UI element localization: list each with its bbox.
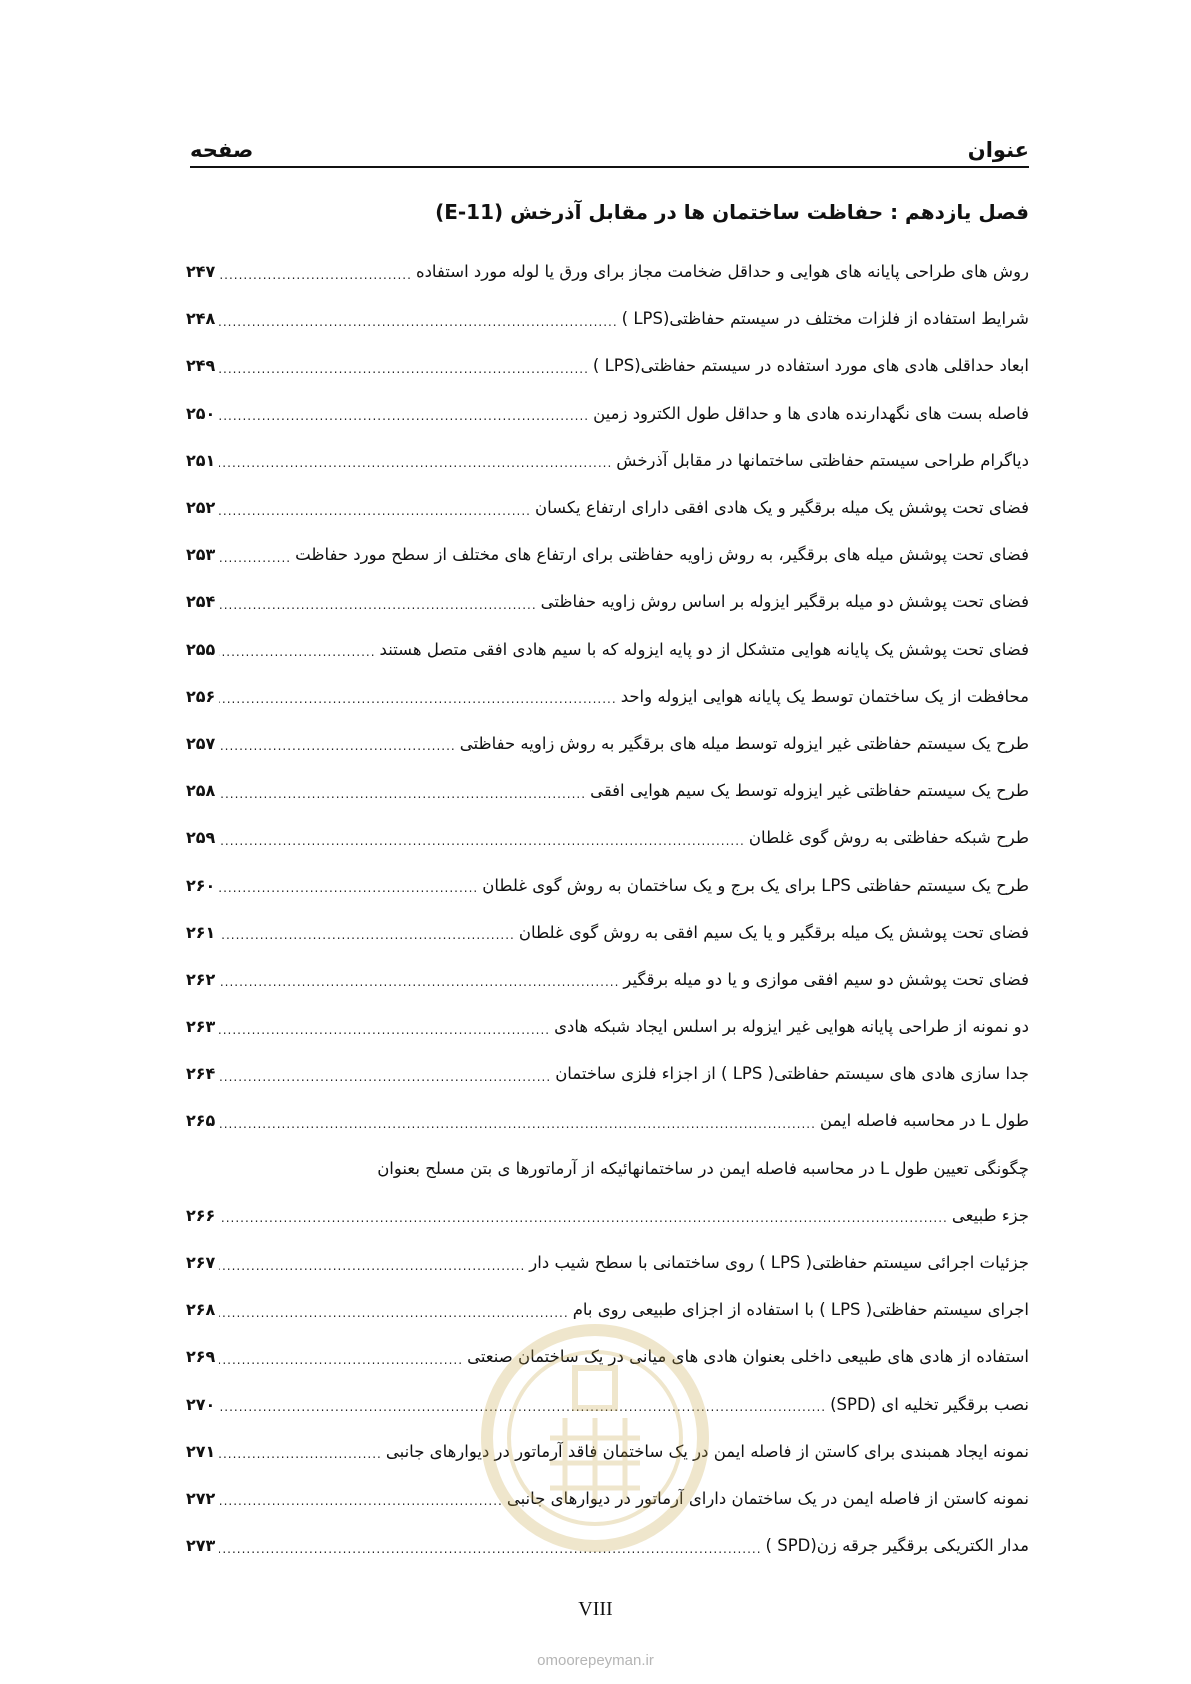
toc-leader-dots	[219, 1442, 382, 1460]
watermark-url: omoorepeyman.ir	[537, 1652, 654, 1669]
toc-entry-title: محافظت از یک ساختمان توسط یک پایانه هوایی ایزوله واحد	[620, 686, 1029, 706]
toc-leader-dots	[219, 1254, 525, 1272]
toc-entry-page: ۲۵۴	[186, 592, 216, 612]
toc-entry	[186, 1475, 1029, 1522]
toc-entry-title: طرح یک سیستم حفاظتی غیر ایزوله توسط یک سیم هوایی افقی	[590, 781, 1029, 801]
toc-entry-page: ۲۵۶	[186, 686, 216, 706]
toc-entry	[186, 1239, 1029, 1286]
toc-leader-dots	[219, 546, 291, 564]
toc-entry-title: چگونگی تعیین طول L در محاسبه فاصله ایمن در ساختمانهائیکه از آرماتورها ی بتن مسلح بعنوان	[377, 1158, 1029, 1178]
toc-leader-dots	[219, 1489, 503, 1507]
toc-entry-page: ۲۴۷	[186, 262, 216, 282]
toc-entry	[186, 1286, 1029, 1333]
toc-leader-dots	[219, 734, 455, 752]
toc-entry-page: ۲۵۳	[186, 545, 216, 565]
toc-leader-dots	[219, 1348, 463, 1366]
toc-entry-page: ۲۶۵	[186, 1111, 216, 1131]
toc-entry	[186, 1428, 1029, 1475]
toc-entry	[186, 437, 1029, 484]
toc-entry-page: ۲۶۱	[186, 922, 216, 942]
toc-entry-title: شرایط استفاده از فلزات مختلف در سیستم حفاظتی(LPS )	[621, 309, 1029, 329]
toc-entry-title: نمونه کاستن از فاصله ایمن در یک ساختمان دارای آرماتور در دیوارهای جانبی	[506, 1488, 1029, 1508]
toc-entry-page: ۲۷۰	[186, 1394, 216, 1414]
toc-entry-page: ۲۶۳	[186, 1017, 216, 1037]
toc-entry	[186, 1145, 1029, 1192]
toc-entry	[186, 861, 1029, 908]
toc-entry	[186, 1381, 1029, 1428]
toc-leader-dots	[219, 451, 612, 469]
toc-entry-title: دیاگرام طراحی سیستم حفاظتی ساختمانها در مقابل آذرخش	[616, 450, 1029, 470]
toc-entry	[186, 484, 1029, 531]
toc-header	[190, 128, 1029, 168]
toc-leader-dots	[219, 876, 478, 894]
toc-entry	[186, 1333, 1029, 1380]
toc-leader-dots	[219, 1206, 948, 1224]
toc-leader-dots	[219, 499, 531, 517]
toc-list	[186, 248, 1029, 1569]
toc-entry-page: ۲۵۵	[186, 639, 216, 659]
toc-entry	[186, 390, 1029, 437]
toc-entry	[186, 1522, 1029, 1569]
toc-entry-title: طرح یک سیستم حفاظتی غیر ایزوله توسط میله های برقگیر به روش زاویه حفاظتی	[459, 733, 1029, 753]
toc-entry-page: ۲۶۰	[186, 875, 216, 895]
toc-entry-title: جزئیات اجرائی سیستم حفاظتی( LPS ) روی ساختمانی با سطح شیب دار	[529, 1253, 1029, 1273]
toc-entry	[186, 1192, 1029, 1239]
toc-entry-page: ۲۷۱	[186, 1441, 216, 1461]
toc-entry-title: نمونه ایجاد همبندی برای کاستن از فاصله ایمن در یک ساختمان فاقد آرماتور در دیوارهای جانبی	[385, 1441, 1029, 1461]
toc-entry-title: دو نمونه از طراحی پایانه هوایی غیر ایزوله بر اسلس ایجاد شبکه هادی	[554, 1017, 1029, 1037]
toc-entry	[186, 1097, 1029, 1144]
toc-entry-page: ۲۶۴	[186, 1064, 216, 1084]
toc-leader-dots	[219, 1301, 568, 1319]
header-page-label: صفحه	[190, 138, 254, 162]
toc-leader-dots	[219, 687, 616, 705]
toc-leader-dots	[219, 263, 412, 281]
toc-entry-title: فضای تحت پوشش یک میله برقگیر و یا یک سیم افقی به روش گوی غلطان	[518, 922, 1029, 942]
chapter-heading: فصل یازدهم : حفاظت ساختمان ها در مقابل آذرخش (E-11)	[435, 200, 1029, 224]
toc-entry-page: ۲۶۸	[186, 1300, 216, 1320]
toc-entry-title: فاصله بست های نگهدارنده هادی ها و حداقل طول الکترود زمین	[593, 403, 1029, 423]
toc-leader-dots	[219, 970, 619, 988]
toc-entry-title: فضای تحت پوشش میله های برقگیر، به روش زاویه حفاظتی برای ارتفاع های مختلف از سطح مورد حفاظت	[295, 545, 1029, 565]
toc-entry	[186, 626, 1029, 673]
toc-entry-title: طرح یک سیستم حفاظتی LPS برای یک برج و یک ساختمان به روش گوی غلطان	[482, 875, 1029, 895]
toc-entry-title: فضای تحت پوشش دو میله برقگیر ایزوله بر اساس روش زاویه حفاظتی	[540, 592, 1029, 612]
toc-entry-page: ۲۵۷	[186, 733, 216, 753]
toc-entry-title: جدا سازی هادی های سیستم حفاظتی( LPS ) از اجزاء فلزی ساختمان	[555, 1064, 1029, 1084]
toc-leader-dots	[219, 1395, 826, 1413]
toc-entry-page: ۲۴۸	[186, 309, 216, 329]
toc-entry-page: ۲۵۱	[186, 450, 216, 470]
toc-leader-dots	[219, 357, 589, 375]
toc-leader-dots	[219, 923, 515, 941]
toc-entry-title: نصب برقگیر تخلیه ای (SPD)	[830, 1394, 1029, 1414]
toc-entry-page: ۲۶۹	[186, 1347, 216, 1367]
toc-entry-title: روش های طراحی پایانه های هوایی و حداقل ضخامت مجاز برای ورق یا لوله مورد استفاده	[415, 262, 1029, 282]
toc-entry-title: فضای تحت پوشش دو سیم افقی موازی و یا دو میله برقگیر	[623, 969, 1029, 989]
toc-entry	[186, 1050, 1029, 1097]
toc-entry	[186, 295, 1029, 342]
toc-entry-page: ۲۵۲	[186, 498, 216, 518]
toc-entry-page: ۲۷۲	[186, 1488, 216, 1508]
toc-entry	[186, 673, 1029, 720]
toc-entry	[186, 342, 1029, 389]
toc-entry	[186, 578, 1029, 625]
toc-entry-title: طول L در محاسبه فاصله ایمن	[819, 1111, 1029, 1131]
toc-leader-dots	[219, 1537, 761, 1555]
toc-entry-page: ۲۵۰	[186, 403, 216, 423]
toc-entry-page: ۲۷۳	[186, 1536, 216, 1556]
toc-entry-page: ۲۵۹	[186, 828, 216, 848]
toc-entry-title: ابعاد حداقلی هادی های مورد استفاده در سیستم حفاظتی(LPS )	[592, 356, 1029, 376]
toc-entry-page: ۲۵۸	[186, 781, 216, 801]
toc-entry	[186, 956, 1029, 1003]
toc-entry-title: مدار الکتریکی برقگیر جرقه زن(SPD )	[765, 1536, 1029, 1556]
toc-leader-dots	[219, 1065, 551, 1083]
toc-entry-title: طرح شبکه حفاظتی به روش گوی غلطان	[748, 828, 1029, 848]
toc-entry	[186, 814, 1029, 861]
toc-entry	[186, 248, 1029, 295]
toc-leader-dots	[219, 593, 536, 611]
toc-leader-dots	[219, 829, 745, 847]
toc-entry-page: ۲۶۷	[186, 1253, 216, 1273]
toc-leader-dots	[219, 782, 586, 800]
header-title: عنوان	[967, 138, 1029, 162]
toc-entry-title: استفاده از هادی های طبیعی داخلی بعنوان هادی های میانی در یک ساختمان صنعتی	[467, 1347, 1029, 1367]
toc-leader-dots	[219, 1018, 550, 1036]
toc-leader-dots	[219, 404, 589, 422]
toc-entry-page: ۲۶۲	[186, 969, 216, 989]
toc-entry-title: فضای تحت پوشش یک میله برقگیر و یک هادی افقی دارای ارتفاع یکسان	[535, 498, 1029, 518]
page-folio: VIII	[578, 1598, 613, 1620]
toc-entry	[186, 720, 1029, 767]
toc-entry-title: جزء طبیعی	[951, 1205, 1029, 1225]
toc-entry	[186, 1003, 1029, 1050]
toc-entry-title: فضای تحت پوشش یک پایانه هوایی متشکل از دو پایه ایزوله که با سیم هادی افقی متصل هستند	[379, 639, 1029, 659]
toc-leader-dots	[219, 1112, 816, 1130]
toc-entry	[186, 767, 1029, 814]
toc-entry-page: ۲۴۹	[186, 356, 216, 376]
toc-leader-dots	[219, 640, 375, 658]
toc-entry-page: ۲۶۶	[186, 1205, 216, 1225]
toc-entry	[186, 531, 1029, 578]
toc-leader-dots	[219, 310, 617, 328]
toc-entry	[186, 909, 1029, 956]
toc-entry-title: اجرای سیستم حفاظتی( LPS ) با استفاده از اجزای طبیعی روی بام	[572, 1300, 1029, 1320]
